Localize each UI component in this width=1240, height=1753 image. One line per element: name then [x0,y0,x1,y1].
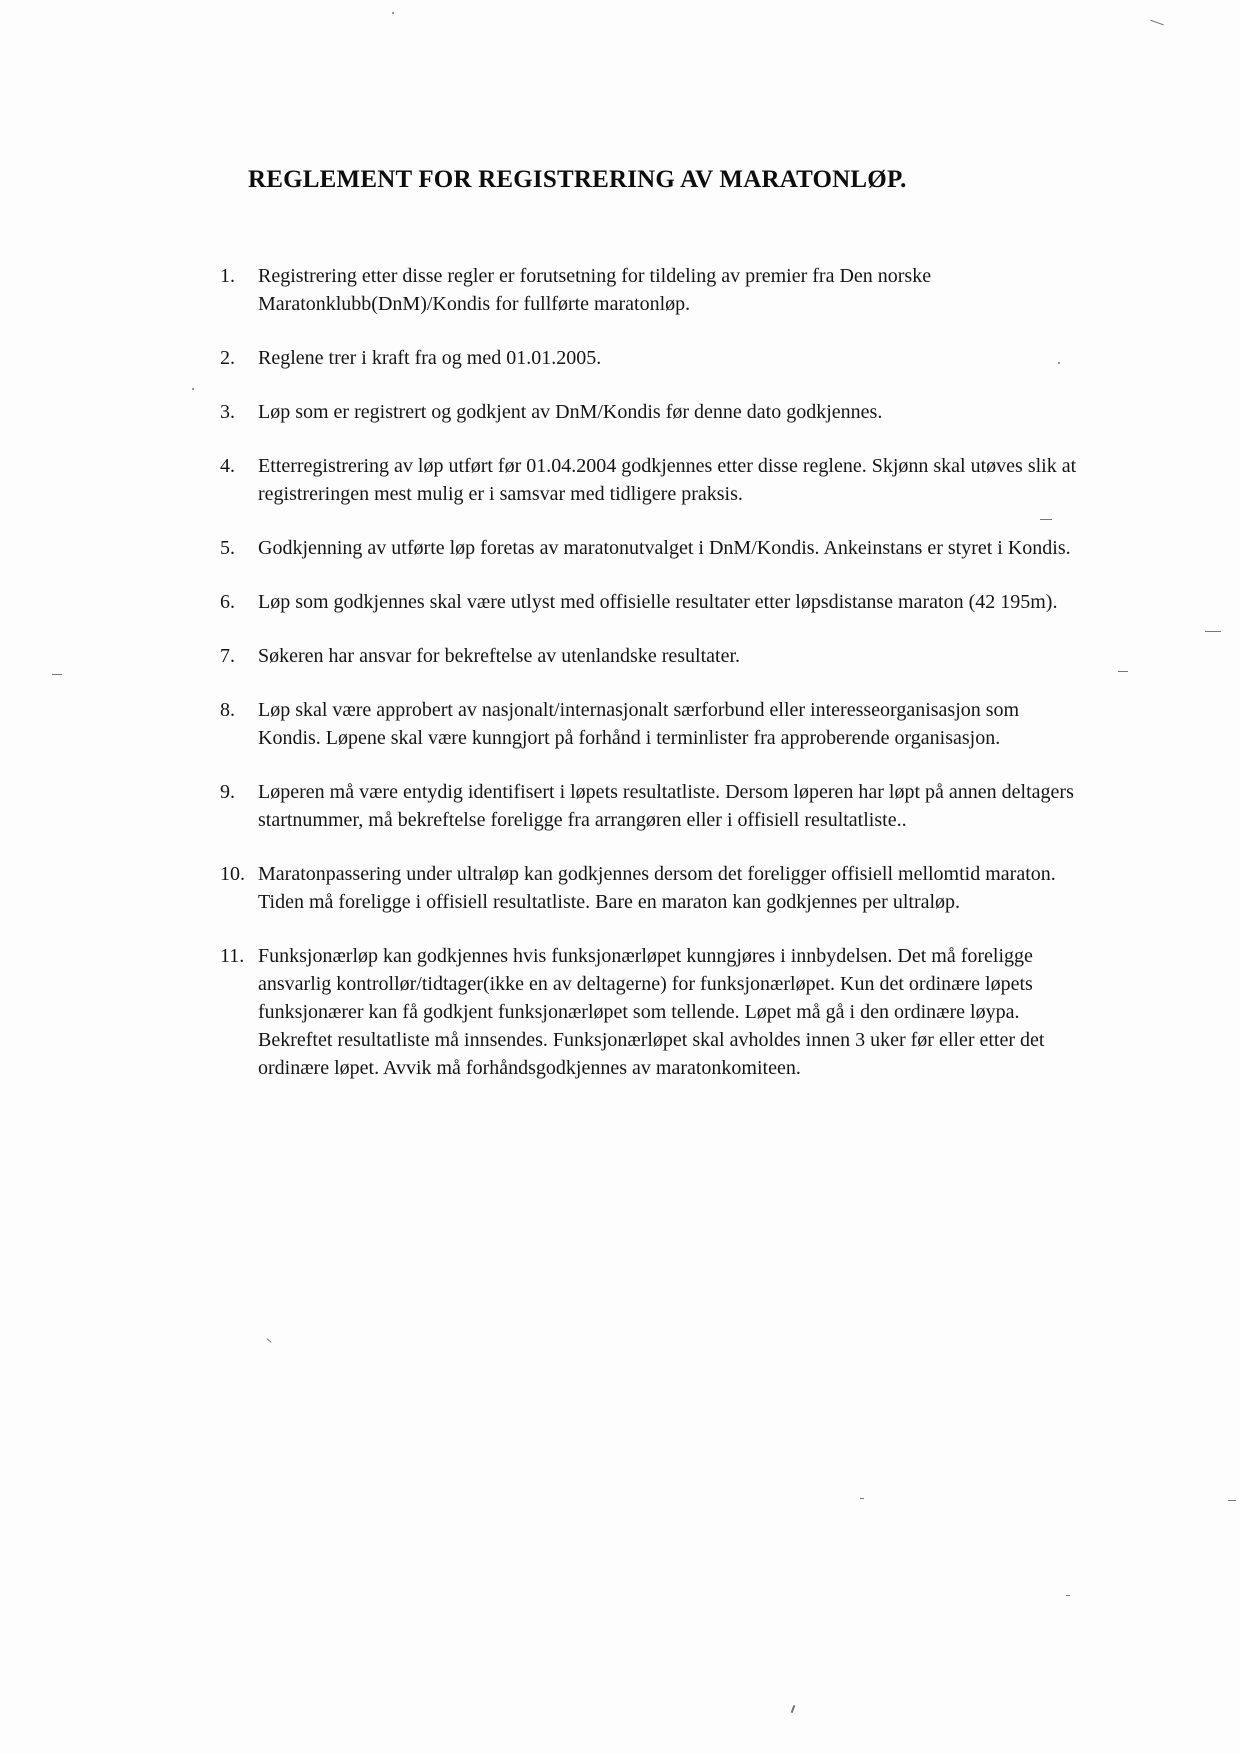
document-title: REGLEMENT FOR REGISTRERING AV MARATONLØP. [248,166,907,193]
rule-item [220,262,1080,318]
rule-text: Etterregistrering av løp utført før 01.04.2004 godkjennes etter disse reglene. Skjønn skal utøves slik at registreringen mest mulig er i samsvar med tidligere praksis. [258,455,1077,505]
rule-number: 6. [220,591,235,613]
rules-list [220,262,1080,1082]
rule-number: 5. [220,537,235,559]
scan-speck [392,12,394,14]
rule-text: Reglene trer i kraft fra og med 01.01.2005. [258,347,602,369]
rule-text: Registrering etter disse regler er forutsetning for tildeling av premier fra Den norske Maratonklubb(DnM)/Kondis for fullførte maratonløp. [258,265,932,315]
rule-item [220,588,1080,616]
scan-speck [1118,671,1128,672]
rule-text: Maratonpassering under ultraløp kan godkjennes dersom det foreligger offisiell mellomtid maraton. Tiden må foreligge i offisiell resultatliste. Bare en maraton kan godkjennes per ultraløp. [258,863,1056,913]
rule-text: Funksjonærløp kan godkjennes hvis funksjonærløpet kunngjøres i innbydelsen. Det må foreligge ansvarlig kontrollør/tidtager(ikke en av deltagerne) for funksjonærløpet. Kun det ordinære løpets funksjonærer kan få godkjent funksjonærløpet som tellende. Løpet må gå i den ordinære løypa. Bekreftet resultatliste må innsendes. Funksjonærløpet skal avholdes innen 3 uker før eller etter det ordinære løpet. Avvik må forhåndsgodkjennes av maratonkomiteen. [258,945,1045,1079]
rule-text: Søkeren har ansvar for bekreftelse av utenlandske resultater. [258,645,741,667]
rule-number: 3. [220,401,235,423]
rule-number: 11. [220,945,245,967]
rule-number: 8. [220,699,235,721]
rule-item [220,452,1080,508]
rule-number: 2. [220,347,235,369]
scan-speck [1040,519,1052,520]
rule-item [220,860,1080,916]
rule-item [220,534,1080,562]
scan-speck [1058,362,1060,364]
rule-text: Løp som er registrert og godkjent av DnM/Kondis før denne dato godkjennes. [258,401,883,423]
rule-text: Løp skal være approbert av nasjonalt/internasjonalt særforbund eller interesseorganisasjon som Kondis. Løpene skal være kunngjort på forhånd i terminlister fra approberende organisasjon. [258,699,1020,749]
scan-speck [860,1498,864,1499]
scan-speck [266,1338,271,1343]
rule-number: 10. [220,863,245,885]
rule-text: Godkjenning av utførte løp foretas av maratonutvalget i DnM/Kondis. Ankeinstans er styret i Kondis. [258,537,1071,559]
scan-speck [52,674,62,675]
scan-speck [192,388,194,390]
scan-speck [1150,20,1163,26]
rule-item [220,398,1080,426]
rule-item [220,696,1080,752]
rule-number: 1. [220,265,235,287]
rule-item [220,778,1080,834]
rule-item [220,642,1080,670]
rule-text: Løp som godkjennes skal være utlyst med offisielle resultater etter løpsdistanse maraton (42 195m). [258,591,1058,613]
scan-speck [1066,1595,1070,1596]
rule-number: 4. [220,455,235,477]
scan-speck [1228,1500,1236,1501]
rule-number: 9. [220,781,235,803]
rule-number: 7. [220,645,235,667]
scan-speck [1205,631,1221,632]
scan-speck [791,1705,796,1713]
rule-item [220,942,1080,1082]
rule-item [220,344,1080,372]
rule-text: Løperen må være entydig identifisert i løpets resultatliste. Dersom løperen har løpt på annen deltagers startnummer, må bekreftelse foreligge fra arrangøren eller i offisiell resultatliste.. [258,781,1074,831]
